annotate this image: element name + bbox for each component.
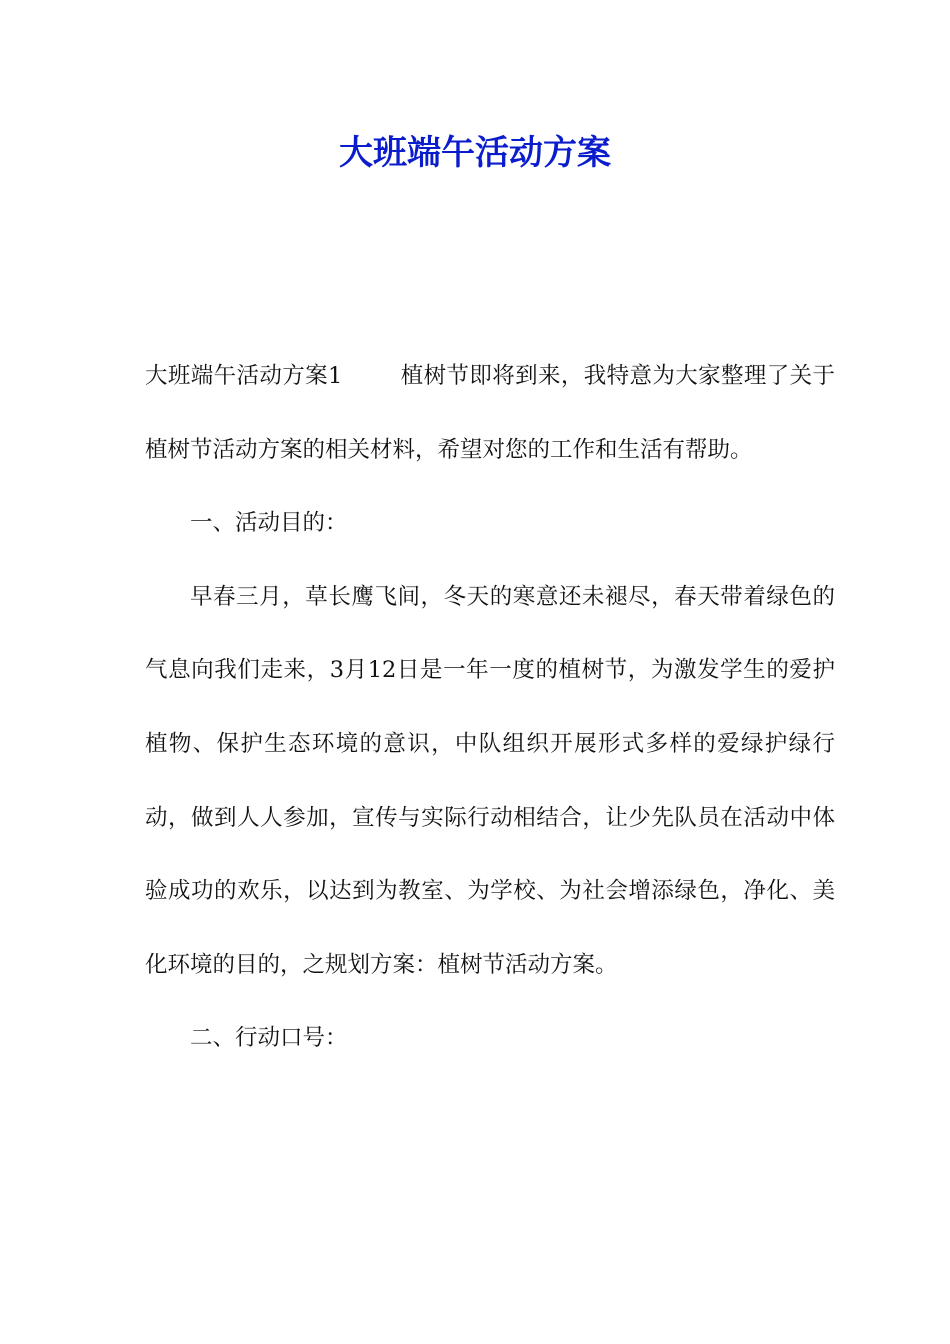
section-body-purpose: 早春三月，草长鹰飞间，冬天的寒意还未褪尽，春天带着绿色的气息向我们走来，3月12日是一年一度的植树节，为激发学生的爱护植物、保护生态环境的意识，中队组织开展形式多样的爱绿护绿行动，做到人人参加，宣传与实际行动相结合，让少先队员在活动中体验成功的欢乐，以达到为教室、为学校、为社会增添绿色，净化、美化环境的目的，之规划方案：植树节活动方案。 — [145, 583, 835, 978]
section-heading-purpose: 一、活动目的： — [190, 510, 348, 537]
intro-paragraph — [145, 340, 835, 487]
intro-text: 植树节即将到来，我特意为大家整理了关于植树节活动方案的相关材料，希望对您的工作和生活有帮助。 — [145, 363, 835, 463]
document-body — [145, 340, 835, 1076]
section-heading-slogan: 二、行动口号： — [190, 1025, 348, 1052]
intro-heading: 大班端午活动方案1 — [145, 363, 343, 389]
document-title: 大班端午活动方案 — [339, 133, 611, 173]
